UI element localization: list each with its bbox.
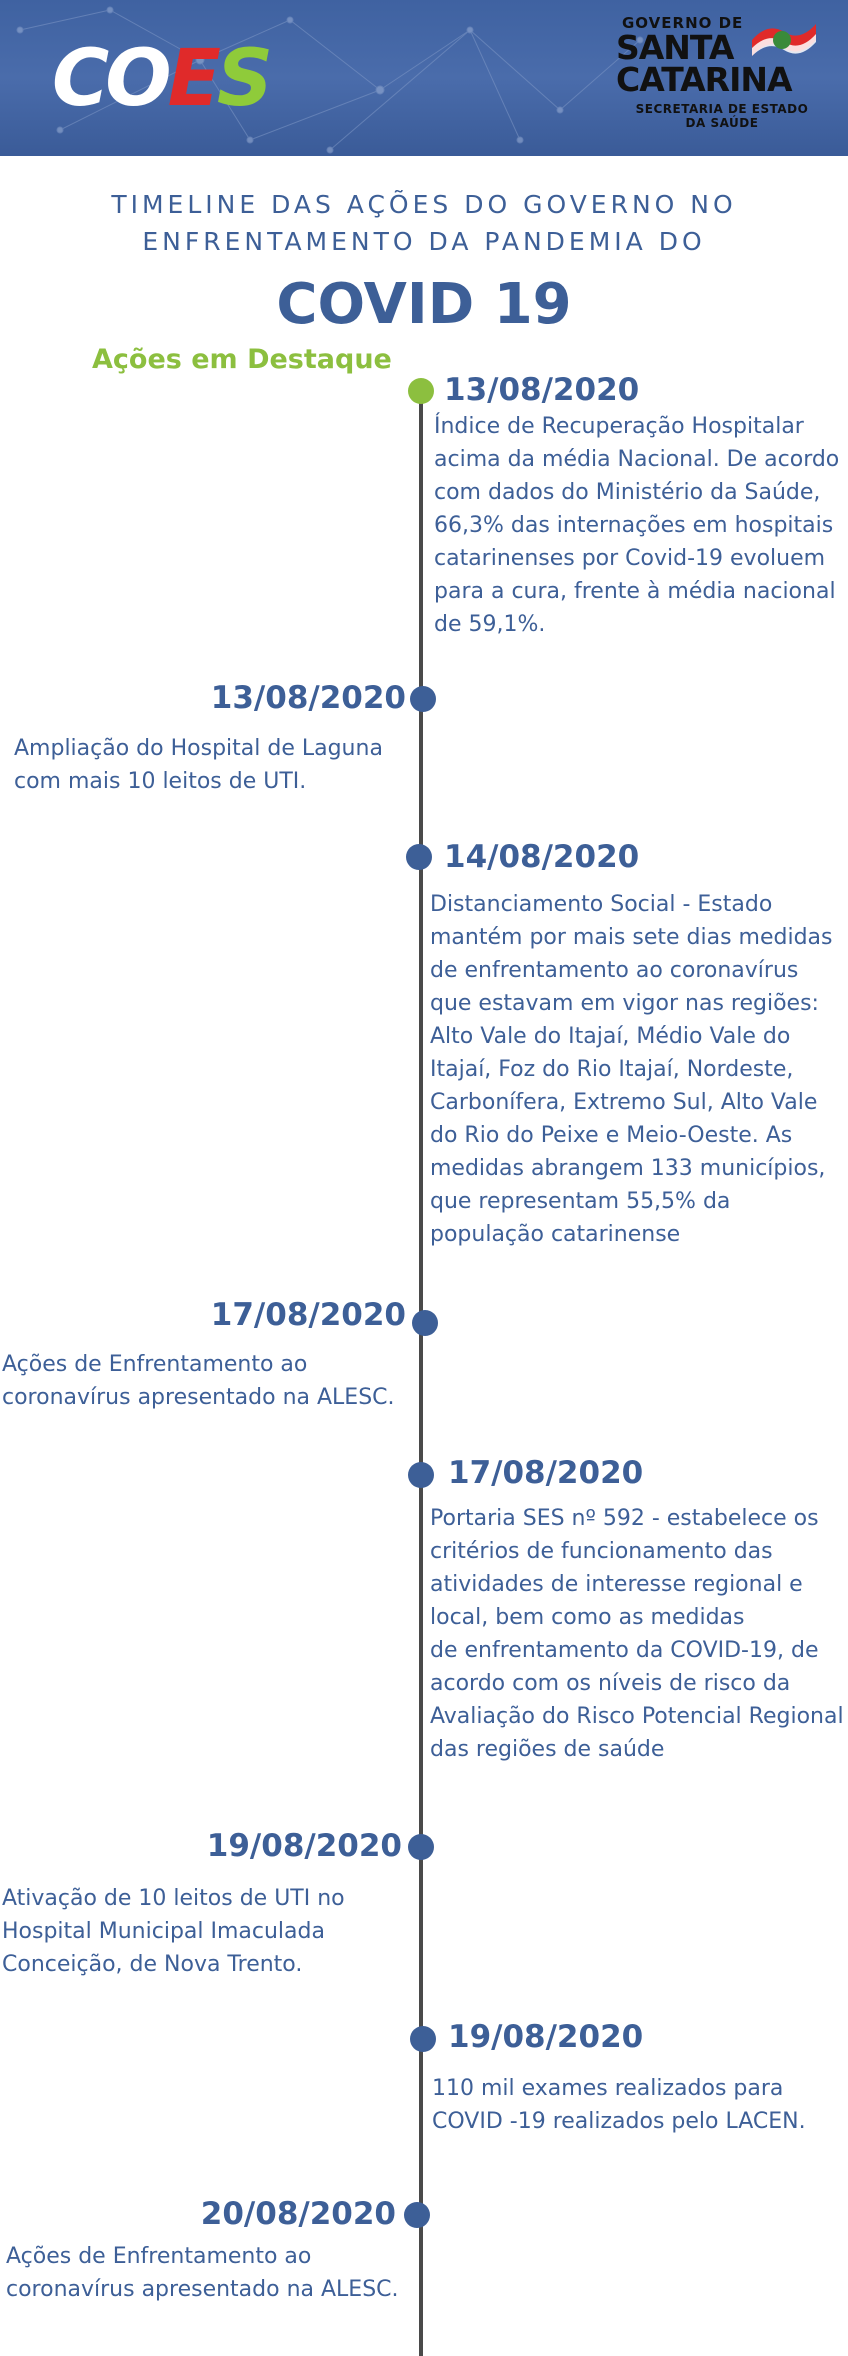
entry-2-line: com mais 10 leitos de UTI. [14,769,307,794]
entry-1-line: de 59,1%. [434,612,546,637]
entry-7-line: 110 mil exames realizados para [432,2076,784,2101]
header-banner [0,0,848,156]
entry-1-line: com dados do Ministério da Saúde, [434,480,821,505]
entry-8-date: 20/08/2020 [200,2196,396,2232]
entry-6-line: Conceição, de Nova Trento. [2,1952,303,1977]
entry-5-line: local, bem como as medidas [430,1605,745,1630]
entry-5-line: acordo com os níveis de risco da [430,1671,791,1696]
entry-5-date: 17/08/2020 [448,1455,644,1491]
entry-5-line: das regiões de saúde [430,1737,665,1762]
entry-4-text [2,1348,395,1414]
logo-co: CO [52,34,168,124]
entry-8-text [6,2240,399,2306]
coes-logo [52,34,270,124]
timeline-dot [410,2026,436,2052]
entry-5-line: Avaliação do Risco Potencial Regional [430,1704,844,1729]
entry-1-text [434,410,839,641]
entry-4-line: Ações de Enfrentamento ao [2,1352,308,1377]
entry-6-line: Hospital Municipal Imaculada [2,1919,325,1944]
gov-line4: SECRETARIA DE ESTADO [635,102,809,116]
timeline-axis [419,390,423,2356]
entry-1-line: acima da média Nacional. De acordo [434,447,840,472]
entry-1-line: Índice de Recuperação Hospitalar [434,414,804,439]
page-title [0,186,848,260]
gov-line5: DA SAÚDE [685,116,759,130]
flag-icon [748,18,820,62]
entry-3-line: que estavam em vigor nas regiões: [430,991,819,1016]
entry-2-line: Ampliação do Hospital de Laguna [14,736,383,761]
logo-e: E [167,34,217,124]
timeline-dot [408,378,434,404]
entry-6-date: 19/08/2020 [206,1828,402,1864]
covid-heading: COVID 19 [276,272,572,337]
entry-5-text [430,1502,844,1766]
timeline-dot [410,686,436,712]
gov-line2: SANTA [616,28,734,67]
entry-8-line: Ações de Enfrentamento ao [6,2244,312,2269]
entry-3-line: Carbonífera, Extremo Sul, Alto Vale [430,1090,818,1115]
timeline-dot [408,1834,434,1860]
entry-8-line: coronavírus apresentado na ALESC. [6,2277,399,2302]
entry-1-date: 13/08/2020 [444,372,640,408]
entry-1-line: catarinenses por Covid-19 evoluem [434,546,826,571]
entry-3-text [430,888,833,1251]
title-line1: TIMELINE DAS AÇÕES DO GOVERNO NO [111,190,737,219]
timeline-dot [404,2202,430,2228]
entry-1-line: 66,3% das internações em hospitais [434,513,834,538]
entry-1-line: para a cura, frente à média nacional [434,579,836,604]
gov-line3: CATARINA [616,60,792,99]
entry-7-line: COVID -19 realizados pelo LACEN. [432,2109,806,2134]
entry-5-line: Portaria SES nº 592 - estabelece os [430,1506,819,1531]
highlights-label: Ações em Destaque [92,344,392,375]
entry-7-date: 19/08/2020 [448,2019,644,2055]
entry-3-line: Alto Vale do Itajaí, Médio Vale do [430,1024,791,1049]
entry-5-line: atividades de interesse regional e [430,1572,803,1597]
entry-2-text [14,732,383,798]
government-logo [616,14,828,130]
entry-3-line: Itajaí, Foz do Rio Itajaí, Nordeste, [430,1057,794,1082]
entry-5-line: critérios de funcionamento das [430,1539,773,1564]
entry-3-line: população catarinense [430,1222,681,1247]
entry-3-line: medidas abrangem 133 municípios, [430,1156,826,1181]
timeline-dot [406,844,432,870]
entry-3-line: de enfrentamento ao coronavírus [430,958,799,983]
entry-2-date: 13/08/2020 [210,680,406,716]
title-line2: ENFRENTAMENTO DA PANDEMIA DO [142,227,706,256]
entry-6-text [2,1882,345,1981]
entry-3-line: do Rio do Peixe e Meio-Oeste. As [430,1123,793,1148]
entry-5-line: de enfrentamento da COVID-19, de [430,1638,819,1663]
timeline-dot [412,1310,438,1336]
entry-3-line: mantém por mais sete dias medidas [430,925,833,950]
entry-7-text [432,2072,806,2138]
timeline-dot [408,1462,434,1488]
entry-6-line: Ativação de 10 leitos de UTI no [2,1886,345,1911]
entry-3-line: que representam 55,5% da [430,1189,731,1214]
gov-line1: GOVERNO DE [622,14,744,32]
entry-3-line: Distanciamento Social - Estado [430,892,773,917]
entry-4-line: coronavírus apresentado na ALESC. [2,1385,395,1410]
logo-s: S [216,34,270,124]
entry-4-date: 17/08/2020 [210,1297,406,1333]
entry-3-date: 14/08/2020 [444,839,640,875]
